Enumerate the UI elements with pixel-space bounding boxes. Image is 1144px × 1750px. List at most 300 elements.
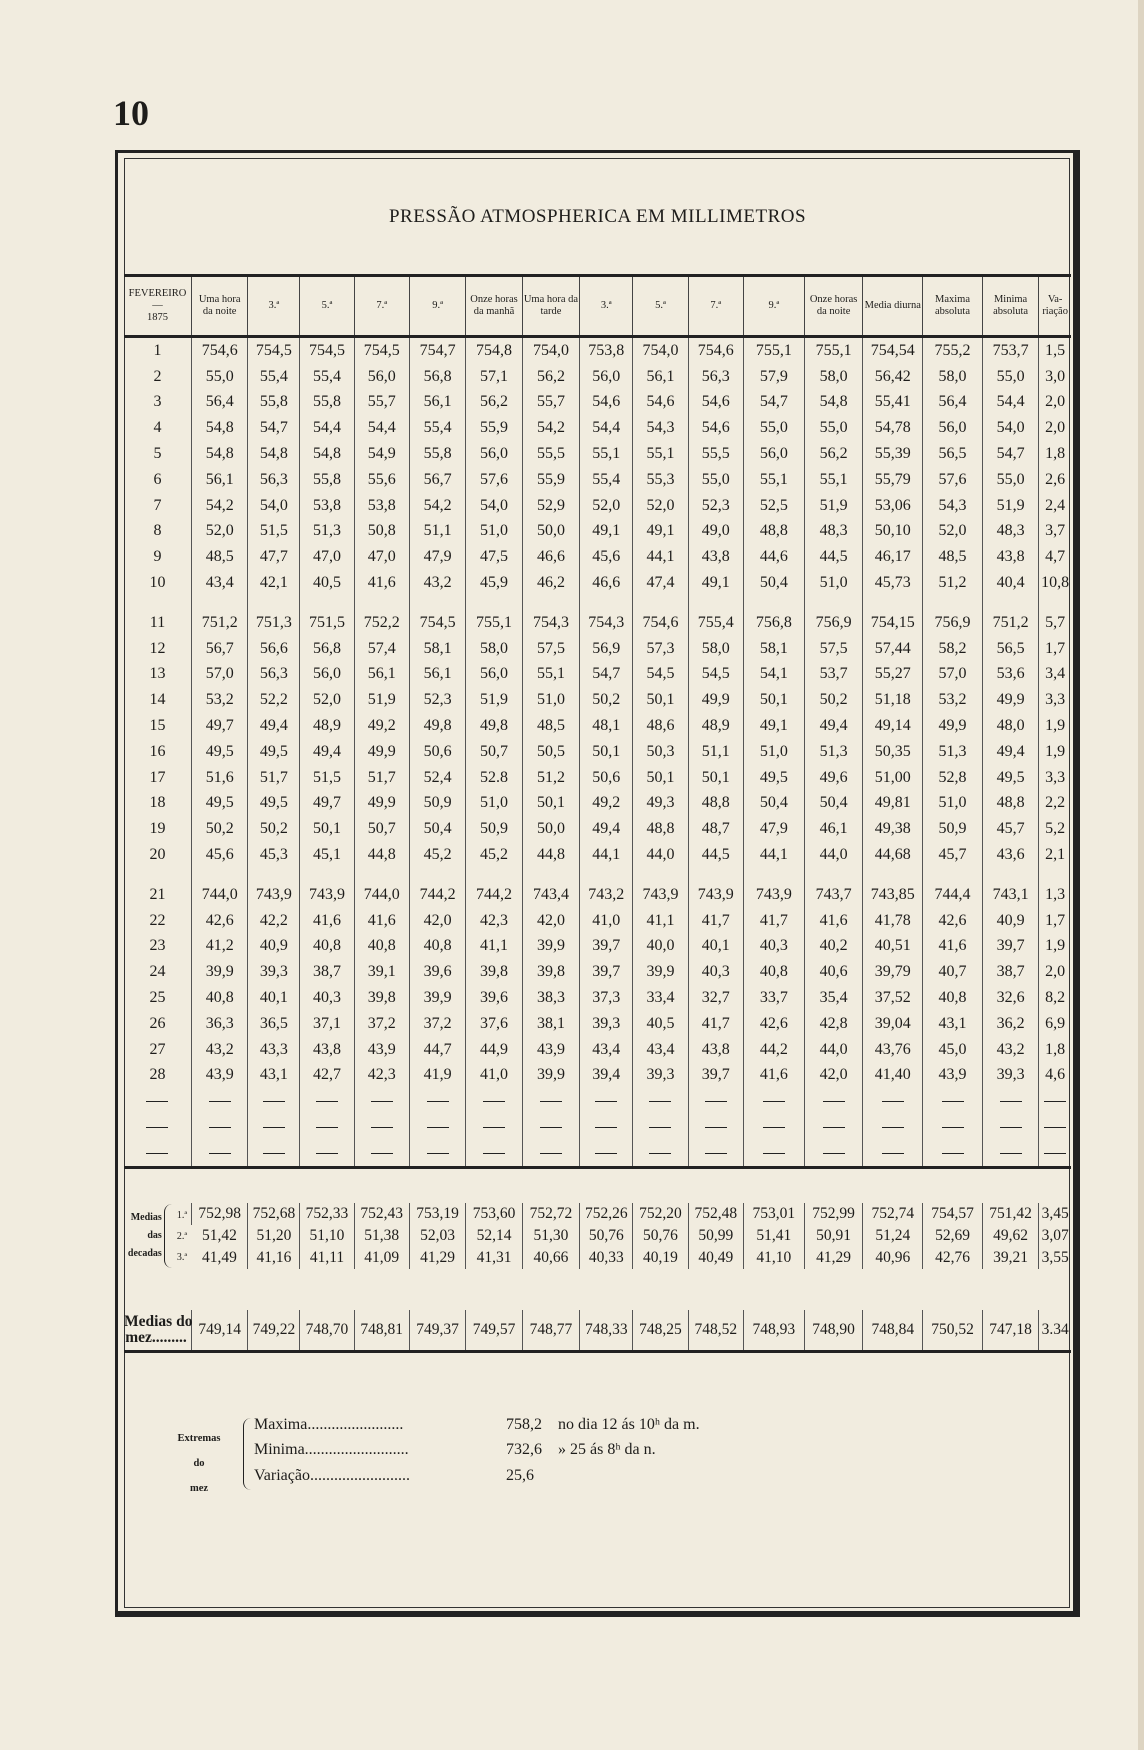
pressure-cell: 42,0 bbox=[409, 908, 465, 934]
pressure-cell: 51,00 bbox=[863, 765, 923, 791]
pressure-cell: 756,9 bbox=[804, 610, 863, 636]
pressure-cell: 53,7 bbox=[804, 662, 863, 688]
pressure-cell: 57,0 bbox=[923, 662, 983, 688]
spacer-cell bbox=[466, 868, 522, 882]
pressure-cell: 754,5 bbox=[354, 337, 409, 364]
decade-mean-cell: 754,57 bbox=[923, 1203, 983, 1225]
pressure-cell: 57,6 bbox=[466, 467, 522, 493]
table-row bbox=[124, 493, 1071, 519]
pressure-cell: 56,0 bbox=[354, 364, 409, 390]
column-header: Media diurna bbox=[863, 276, 923, 337]
pressure-cell: 752,2 bbox=[354, 610, 409, 636]
pressure-cell: 53,8 bbox=[300, 493, 354, 519]
empty-cell bbox=[409, 1114, 465, 1140]
decade-mean-cell: 752,99 bbox=[804, 1203, 863, 1225]
decade-mean-cell: 41,49 bbox=[202, 1249, 237, 1266]
month-means-label: Medias do mez......... bbox=[124, 1313, 193, 1346]
pressure-cell: 2,6 bbox=[1039, 467, 1071, 493]
pressure-cell: 51,9 bbox=[804, 493, 863, 519]
pressure-cell: 37,3 bbox=[580, 985, 633, 1011]
extreme-variation-value: 25,6 bbox=[506, 1467, 534, 1484]
day-cell: 14 bbox=[149, 691, 166, 709]
day-cell: 2 bbox=[153, 367, 162, 385]
pressure-cell: 743,9 bbox=[633, 882, 688, 908]
decade-mean-cell: 752,74 bbox=[863, 1203, 923, 1225]
empty-cell bbox=[633, 1114, 688, 1140]
pressure-cell: 49,9 bbox=[923, 713, 983, 739]
empty-cell bbox=[354, 1140, 409, 1167]
pressure-cell: 45,7 bbox=[923, 842, 983, 868]
empty-cell bbox=[743, 1140, 804, 1167]
spacer-cell bbox=[354, 596, 409, 610]
pressure-cell: 51,18 bbox=[863, 687, 923, 713]
decade-mean-cell: 50,76 bbox=[580, 1225, 633, 1247]
spacer-cell bbox=[191, 868, 247, 882]
pressure-cell: 54,4 bbox=[300, 415, 354, 441]
pressure-cell: 52,0 bbox=[191, 519, 247, 545]
empty-cell bbox=[248, 1114, 300, 1140]
pressure-cell: 55,0 bbox=[191, 364, 247, 390]
pressure-cell: 56,8 bbox=[409, 364, 465, 390]
month-mean-cell: 750,52 bbox=[923, 1310, 983, 1352]
column-header: Onze horas da manhã bbox=[466, 276, 522, 337]
pressure-cell: 3,0 bbox=[1039, 364, 1071, 390]
pressure-cell: 44,8 bbox=[354, 842, 409, 868]
pressure-cell: 40,8 bbox=[354, 934, 409, 960]
dash-mark bbox=[483, 1101, 505, 1102]
pressure-cell: 754,8 bbox=[466, 337, 522, 364]
page-edge bbox=[1138, 0, 1144, 1750]
pressure-cell: 39,3 bbox=[982, 1063, 1038, 1089]
pressure-cell: 51,7 bbox=[354, 765, 409, 791]
pressure-cell: 755,1 bbox=[804, 337, 863, 364]
decade-mean-cell: 51,41 bbox=[743, 1225, 804, 1247]
pressure-cell: 40,9 bbox=[248, 934, 300, 960]
pressure-cell: 54,8 bbox=[191, 415, 247, 441]
month-mean-cell: 749,57 bbox=[466, 1310, 522, 1352]
empty-cell bbox=[1039, 1114, 1071, 1140]
pressure-cell: 53,6 bbox=[982, 662, 1038, 688]
empty-cell bbox=[863, 1140, 923, 1167]
pressure-cell: 44,1 bbox=[743, 842, 804, 868]
pressure-cell: 54,6 bbox=[688, 415, 743, 441]
empty-cell bbox=[409, 1088, 465, 1114]
pressure-cell: 41,1 bbox=[633, 908, 688, 934]
pressure-cell: 58,0 bbox=[804, 364, 863, 390]
pressure-cell: 55,3 bbox=[633, 467, 688, 493]
extreme-variation-label: Variação......................... bbox=[254, 1467, 410, 1484]
day-cell: 3 bbox=[153, 393, 162, 411]
spacer-cell bbox=[633, 868, 688, 882]
pressure-cell: 57,6 bbox=[923, 467, 983, 493]
pressure-cell: 52,0 bbox=[300, 687, 354, 713]
pressure-cell: 755,2 bbox=[923, 337, 983, 364]
pressure-cell: 2,1 bbox=[1039, 842, 1071, 868]
pressure-cell: 43,4 bbox=[191, 570, 247, 596]
pressure-cell: 50,9 bbox=[409, 791, 465, 817]
pressure-cell: 56,0 bbox=[743, 441, 804, 467]
dash-mark bbox=[763, 1101, 785, 1102]
daily-pressure-table bbox=[124, 274, 1071, 1169]
pressure-cell: 41,6 bbox=[923, 934, 983, 960]
pressure-cell: 40,3 bbox=[743, 934, 804, 960]
decade-mean-cell: 41,10 bbox=[743, 1247, 804, 1269]
dash-mark bbox=[705, 1127, 727, 1128]
pressure-cell: 751,2 bbox=[191, 610, 247, 636]
pressure-cell: 42,6 bbox=[191, 908, 247, 934]
dash-mark bbox=[427, 1101, 449, 1102]
spacer-cell bbox=[466, 596, 522, 610]
dash-mark bbox=[942, 1153, 964, 1154]
month-mean-cell: 748,25 bbox=[633, 1310, 688, 1352]
pressure-cell: 51,9 bbox=[354, 687, 409, 713]
pressure-cell: 43,4 bbox=[633, 1037, 688, 1063]
empty-cell bbox=[1039, 1140, 1071, 1167]
pressure-cell: 4,6 bbox=[1039, 1063, 1071, 1089]
pressure-cell: 50,9 bbox=[923, 816, 983, 842]
pressure-cell: 54,8 bbox=[248, 441, 300, 467]
empty-cell bbox=[580, 1088, 633, 1114]
table-row bbox=[124, 415, 1071, 441]
pressure-cell: 39,9 bbox=[522, 1063, 580, 1089]
empty-cell bbox=[466, 1088, 522, 1114]
pressure-cell: 2,4 bbox=[1039, 493, 1071, 519]
dash-mark bbox=[942, 1101, 964, 1102]
pressure-cell: 754,7 bbox=[409, 337, 465, 364]
month-mean-cell: 748,77 bbox=[522, 1310, 580, 1352]
empty-cell bbox=[804, 1114, 863, 1140]
day-cell: 26 bbox=[149, 1014, 166, 1032]
pressure-cell: 49,2 bbox=[354, 713, 409, 739]
month-header bbox=[124, 276, 191, 337]
pressure-cell: 40,51 bbox=[863, 934, 923, 960]
empty-cell bbox=[1039, 1088, 1071, 1114]
column-header: Minima absoluta bbox=[982, 276, 1038, 337]
spacer-cell bbox=[863, 868, 923, 882]
pressure-cell: 39,7 bbox=[580, 959, 633, 985]
pressure-cell: 45,3 bbox=[248, 842, 300, 868]
pressure-cell: 44,5 bbox=[804, 544, 863, 570]
table-row bbox=[124, 882, 1071, 908]
dash-mark bbox=[882, 1153, 904, 1154]
pressure-cell: 51,3 bbox=[923, 739, 983, 765]
spacer-cell bbox=[300, 868, 354, 882]
pressure-cell: 38,7 bbox=[982, 959, 1038, 985]
dash-mark bbox=[823, 1127, 845, 1128]
empty-cell bbox=[248, 1088, 300, 1114]
decade-mean-cell: 50,91 bbox=[804, 1225, 863, 1247]
extreme-min-value: 732,6 bbox=[506, 1441, 542, 1458]
pressure-cell: 51,0 bbox=[743, 739, 804, 765]
pressure-cell: 39,9 bbox=[522, 934, 580, 960]
empty-cell bbox=[300, 1140, 354, 1167]
pressure-cell: 42,0 bbox=[522, 908, 580, 934]
pressure-cell: 46,6 bbox=[580, 570, 633, 596]
page-title: PRESSÃO ATMOSPHERICA EM MILLIMETROS bbox=[388, 206, 807, 227]
table-row bbox=[124, 1011, 1071, 1037]
month-mean-cell: 748,33 bbox=[580, 1310, 633, 1352]
pressure-cell: 37,2 bbox=[354, 1011, 409, 1037]
pressure-cell: 43,1 bbox=[248, 1063, 300, 1089]
pressure-cell: 54,4 bbox=[982, 390, 1038, 416]
empty-cell bbox=[863, 1114, 923, 1140]
pressure-cell: 1,8 bbox=[1039, 1037, 1071, 1063]
decade-mean-cell: 51,38 bbox=[354, 1225, 409, 1247]
spacer-cell bbox=[248, 596, 300, 610]
dash-mark bbox=[146, 1101, 168, 1102]
pressure-cell: 51,3 bbox=[300, 519, 354, 545]
pressure-cell: 3,4 bbox=[1039, 662, 1071, 688]
pressure-cell: 36,3 bbox=[191, 1011, 247, 1037]
decade-mean-cell: 41,29 bbox=[409, 1247, 465, 1269]
pressure-cell: 56,0 bbox=[300, 662, 354, 688]
pressure-cell: 45,2 bbox=[466, 842, 522, 868]
pressure-cell: 53,2 bbox=[191, 687, 247, 713]
decade-mean-row bbox=[124, 1247, 1071, 1269]
pressure-cell: 50,35 bbox=[863, 739, 923, 765]
extreme-min-row bbox=[254, 1441, 656, 1459]
pressure-cell: 49,1 bbox=[580, 519, 633, 545]
pressure-cell: 43,9 bbox=[354, 1037, 409, 1063]
month-means-table bbox=[124, 1310, 1071, 1353]
pressure-cell: 1,9 bbox=[1039, 713, 1071, 739]
table-header-row bbox=[124, 276, 1071, 337]
pressure-cell: 43,8 bbox=[688, 544, 743, 570]
pressure-cell: 744,2 bbox=[466, 882, 522, 908]
pressure-cell: 52,3 bbox=[688, 493, 743, 519]
pressure-cell: 55,5 bbox=[522, 441, 580, 467]
pressure-cell: 43,4 bbox=[580, 1037, 633, 1063]
pressure-cell: 51,9 bbox=[982, 493, 1038, 519]
pressure-cell: 40,5 bbox=[300, 570, 354, 596]
spacer-cell bbox=[982, 596, 1038, 610]
pressure-cell: 58,1 bbox=[409, 636, 465, 662]
pressure-cell: 55,41 bbox=[863, 390, 923, 416]
pressure-cell: 58,2 bbox=[923, 636, 983, 662]
dash-mark bbox=[1000, 1127, 1022, 1128]
extreme-max-value: 758,2 bbox=[506, 1416, 542, 1433]
pressure-cell: 40,3 bbox=[688, 959, 743, 985]
month-mean-cell: 748,81 bbox=[354, 1310, 409, 1352]
decade-mean-cell: 41,09 bbox=[354, 1247, 409, 1269]
pressure-cell: 56,8 bbox=[300, 636, 354, 662]
pressure-cell: 53,2 bbox=[923, 687, 983, 713]
pressure-cell: 49,8 bbox=[466, 713, 522, 739]
pressure-cell: 35,4 bbox=[804, 985, 863, 1011]
pressure-cell: 1,3 bbox=[1039, 882, 1071, 908]
table-row bbox=[124, 610, 1071, 636]
day-cell: 19 bbox=[149, 820, 166, 838]
pressure-cell: 40,8 bbox=[923, 985, 983, 1011]
pressure-cell: 38,7 bbox=[300, 959, 354, 985]
pressure-cell: 39,04 bbox=[863, 1011, 923, 1037]
dash-mark bbox=[705, 1101, 727, 1102]
pressure-cell: 5,2 bbox=[1039, 816, 1071, 842]
pressure-cell: 55,7 bbox=[354, 390, 409, 416]
pressure-cell: 54,8 bbox=[300, 441, 354, 467]
pressure-cell: 54,6 bbox=[580, 390, 633, 416]
pressure-cell: 54,5 bbox=[688, 662, 743, 688]
decade-mean-cell: 752,98 bbox=[191, 1203, 247, 1225]
pressure-cell: 48,5 bbox=[923, 544, 983, 570]
pressure-cell: 4,7 bbox=[1039, 544, 1071, 570]
pressure-cell: 43,9 bbox=[923, 1063, 983, 1089]
pressure-cell: 51,9 bbox=[466, 687, 522, 713]
pressure-cell: 40,8 bbox=[409, 934, 465, 960]
pressure-cell: 49,9 bbox=[354, 791, 409, 817]
column-header: 3.ª bbox=[580, 276, 633, 337]
decade-means-label: Medias das decadas 1.ª 2.ª 3.ª bbox=[124, 1203, 191, 1269]
pressure-cell: 45,6 bbox=[580, 544, 633, 570]
pressure-cell: 56,5 bbox=[923, 441, 983, 467]
pressure-cell: 47,9 bbox=[409, 544, 465, 570]
empty-day-row bbox=[124, 1140, 1071, 1167]
pressure-cell: 56,1 bbox=[409, 662, 465, 688]
spacer-cell bbox=[409, 596, 465, 610]
decade-mean-cell: 39,21 bbox=[982, 1247, 1038, 1269]
dash-mark bbox=[595, 1127, 617, 1128]
table-row bbox=[124, 791, 1071, 817]
pressure-cell: 54,4 bbox=[354, 415, 409, 441]
pressure-cell: 44,5 bbox=[688, 842, 743, 868]
month-means-row bbox=[124, 1310, 1071, 1352]
pressure-cell: 56,2 bbox=[522, 364, 580, 390]
pressure-cell: 49,9 bbox=[354, 739, 409, 765]
pressure-cell: 55,8 bbox=[248, 390, 300, 416]
pressure-cell: 50,2 bbox=[804, 687, 863, 713]
column-header: Maxima absoluta bbox=[923, 276, 983, 337]
pressure-cell: 754,6 bbox=[688, 337, 743, 364]
pressure-cell: 48,3 bbox=[982, 519, 1038, 545]
dash-mark bbox=[371, 1153, 393, 1154]
pressure-cell: 58,0 bbox=[466, 636, 522, 662]
empty-cell bbox=[354, 1088, 409, 1114]
pressure-cell: 49,0 bbox=[688, 519, 743, 545]
pressure-cell: 44,9 bbox=[466, 1037, 522, 1063]
pressure-cell: 55,1 bbox=[633, 441, 688, 467]
pressure-cell: 50,10 bbox=[863, 519, 923, 545]
pressure-cell: 40,1 bbox=[688, 934, 743, 960]
spacer-cell bbox=[580, 868, 633, 882]
pressure-cell: 48,5 bbox=[191, 544, 247, 570]
pressure-cell: 55,79 bbox=[863, 467, 923, 493]
dash-mark bbox=[823, 1101, 845, 1102]
column-header: Onze horas da noite bbox=[804, 276, 863, 337]
pressure-cell: 754,6 bbox=[191, 337, 247, 364]
pressure-cell: 754,3 bbox=[580, 610, 633, 636]
pressure-cell: 36,5 bbox=[248, 1011, 300, 1037]
decade-spacer bbox=[124, 596, 1071, 610]
pressure-cell: 41,7 bbox=[743, 908, 804, 934]
pressure-cell: 49,81 bbox=[863, 791, 923, 817]
empty-cell bbox=[300, 1114, 354, 1140]
spacer-cell bbox=[124, 596, 191, 610]
decade-mean-cell: 41,11 bbox=[300, 1247, 354, 1269]
pressure-cell: 755,1 bbox=[743, 337, 804, 364]
pressure-cell: 46,6 bbox=[522, 544, 580, 570]
pressure-cell: 48,8 bbox=[743, 519, 804, 545]
pressure-cell: 49,38 bbox=[863, 816, 923, 842]
pressure-cell: 48,5 bbox=[522, 713, 580, 739]
dash-mark bbox=[146, 1127, 168, 1128]
pressure-cell: 743,9 bbox=[743, 882, 804, 908]
pressure-cell: 52,4 bbox=[409, 765, 465, 791]
pressure-cell: 55,4 bbox=[580, 467, 633, 493]
table-row bbox=[124, 959, 1071, 985]
spacer-cell bbox=[522, 868, 580, 882]
pressure-cell: 54,8 bbox=[191, 441, 247, 467]
decade-mean-cell: 51,42 bbox=[202, 1227, 237, 1244]
pressure-cell: 43,8 bbox=[982, 544, 1038, 570]
pressure-cell: 55,1 bbox=[580, 441, 633, 467]
pressure-cell: 45,0 bbox=[923, 1037, 983, 1063]
pressure-cell: 56,4 bbox=[923, 390, 983, 416]
pressure-cell: 46,17 bbox=[863, 544, 923, 570]
pressure-cell: 754,0 bbox=[522, 337, 580, 364]
pressure-cell: 743,9 bbox=[300, 882, 354, 908]
pressure-cell: 756,8 bbox=[743, 610, 804, 636]
pressure-cell: 39,6 bbox=[409, 959, 465, 985]
pressure-cell: 51,0 bbox=[466, 519, 522, 545]
pressure-cell: 743,7 bbox=[804, 882, 863, 908]
decade-mean-cell: 752,20 bbox=[633, 1203, 688, 1225]
pressure-cell: 744,0 bbox=[191, 882, 247, 908]
pressure-cell: 39,4 bbox=[580, 1063, 633, 1089]
extremes-brace bbox=[243, 1418, 254, 1490]
table-row bbox=[124, 765, 1071, 791]
column-header: 3.ª bbox=[248, 276, 300, 337]
pressure-cell: 40,8 bbox=[743, 959, 804, 985]
pressure-cell: 49,2 bbox=[580, 791, 633, 817]
month-mean-cell: 747,18 bbox=[982, 1310, 1038, 1352]
pressure-cell: 45,2 bbox=[409, 842, 465, 868]
pressure-cell: 50,4 bbox=[743, 791, 804, 817]
pressure-cell: 41,9 bbox=[409, 1063, 465, 1089]
pressure-cell: 49,5 bbox=[191, 791, 247, 817]
dash-mark bbox=[427, 1127, 449, 1128]
pressure-cell: 52.8 bbox=[466, 765, 522, 791]
pressure-cell: 45,1 bbox=[300, 842, 354, 868]
pressure-cell: 56,2 bbox=[466, 390, 522, 416]
day-cell: 4 bbox=[153, 419, 162, 437]
pressure-cell: 56,0 bbox=[466, 441, 522, 467]
empty-cell bbox=[124, 1114, 191, 1140]
pressure-cell: 51,1 bbox=[688, 739, 743, 765]
pressure-cell: 41,78 bbox=[863, 908, 923, 934]
spacer-cell bbox=[688, 868, 743, 882]
dash-mark bbox=[1044, 1101, 1066, 1102]
decade-mean-cell: 40,49 bbox=[688, 1247, 743, 1269]
pressure-cell: 50,0 bbox=[522, 816, 580, 842]
pressure-cell: 43,3 bbox=[248, 1037, 300, 1063]
day-cell: 6 bbox=[153, 470, 162, 488]
pressure-cell: 51,1 bbox=[409, 519, 465, 545]
decade-mean-cell: 51,30 bbox=[522, 1225, 580, 1247]
pressure-cell: 45,9 bbox=[466, 570, 522, 596]
empty-cell bbox=[191, 1088, 247, 1114]
pressure-cell: 754,6 bbox=[633, 610, 688, 636]
pressure-cell: 50,7 bbox=[354, 816, 409, 842]
pressure-cell: 51,3 bbox=[804, 739, 863, 765]
pressure-cell: 744,2 bbox=[409, 882, 465, 908]
dash-mark bbox=[371, 1127, 393, 1128]
day-cell: 27 bbox=[149, 1040, 166, 1058]
pressure-cell: 44,0 bbox=[633, 842, 688, 868]
empty-cell bbox=[580, 1140, 633, 1167]
dash-mark bbox=[263, 1101, 285, 1102]
pressure-cell: 57,1 bbox=[466, 364, 522, 390]
pressure-cell: 744,0 bbox=[354, 882, 409, 908]
